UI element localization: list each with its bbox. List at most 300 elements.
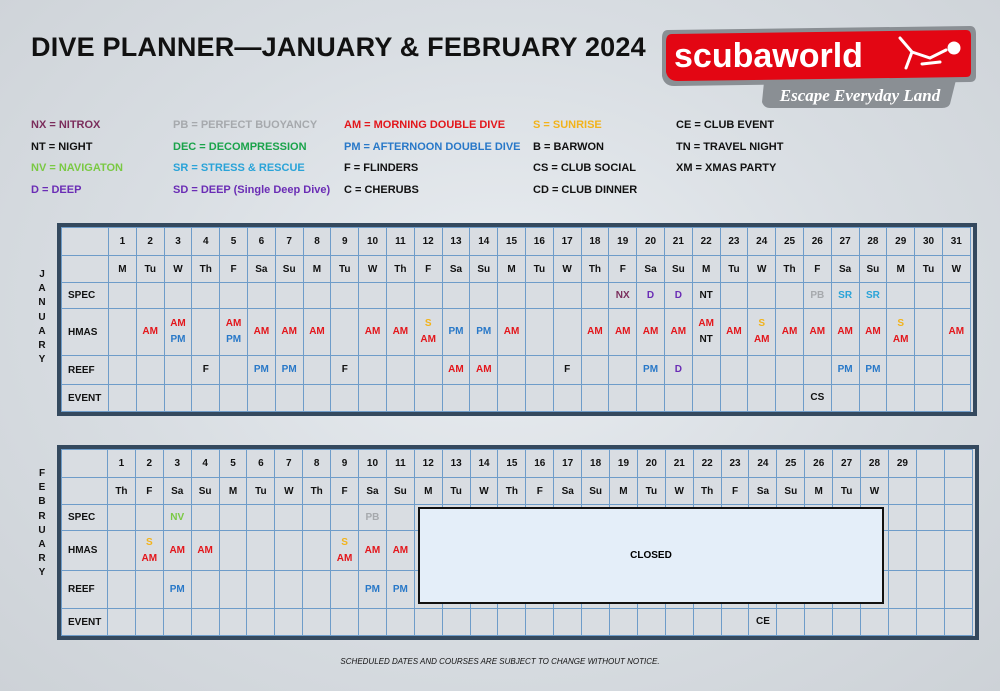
activity-code-am: AM <box>698 318 714 329</box>
legend-item-xm: XM = XMAS PARTY <box>676 162 777 174</box>
schedule-cell <box>442 609 470 636</box>
day-number-cell: 25 <box>776 228 804 256</box>
schedule-cell <box>247 309 275 356</box>
schedule-cell <box>220 356 248 385</box>
side-letter: R <box>38 510 46 522</box>
weekday-cell: Tu <box>637 478 665 505</box>
legend-item-dec: DEC = DECOMPRESSION <box>173 140 307 153</box>
weekday-cell: W <box>164 256 192 283</box>
schedule-cell <box>916 571 944 609</box>
activity-code-s: S <box>341 536 348 548</box>
schedule-cell <box>664 385 692 412</box>
schedule-cell <box>108 571 136 609</box>
activity-code-am: AM <box>364 544 381 556</box>
schedule-cell <box>386 309 414 356</box>
weekday-cell: Tu <box>525 256 553 283</box>
schedule-cell <box>163 531 191 571</box>
weekday-cell: Sa <box>554 478 582 505</box>
row-label-hmas: HMAS <box>62 309 109 356</box>
day-number-cell: 18 <box>582 450 610 478</box>
activity-code-s: S <box>897 318 905 329</box>
schedule-cell <box>163 609 191 636</box>
legend-item-nt: NT = NIGHT <box>31 140 93 153</box>
day-number-cell: 15 <box>498 228 526 256</box>
schedule-cell <box>303 505 331 531</box>
day-number-cell: 8 <box>303 228 331 256</box>
schedule-cell <box>553 385 581 412</box>
schedule-cell <box>498 283 526 309</box>
schedule-cell <box>359 609 387 636</box>
schedule-cell <box>275 609 303 636</box>
activity-code-nx: NX <box>615 289 630 301</box>
schedule-cell <box>498 385 526 412</box>
weekday-cell: F <box>609 256 637 283</box>
schedule-cell <box>470 356 498 385</box>
activity-code-s: S <box>424 318 432 329</box>
schedule-cell <box>192 385 220 412</box>
activity-code-sr: SR <box>838 289 853 301</box>
schedule-cell <box>637 356 665 385</box>
schedule-cell <box>247 609 275 636</box>
schedule-cell <box>303 609 331 636</box>
schedule-cell <box>944 609 972 636</box>
day-number-cell: 17 <box>553 228 581 256</box>
schedule-cell <box>275 385 303 412</box>
weekday-cell: W <box>553 256 581 283</box>
legend-item-am: AM = MORNING DOUBLE DIVE <box>344 119 506 131</box>
activity-code-am: AM <box>170 318 186 329</box>
schedule-cell <box>777 609 805 636</box>
weekday-cell: Th <box>386 256 414 283</box>
schedule-cell <box>331 609 359 636</box>
weekday-cell: Su <box>470 256 498 283</box>
schedule-cell <box>386 385 414 412</box>
row-label-spec: SPEC <box>62 283 109 309</box>
weekday-cell: Th <box>192 256 220 283</box>
weekday-cell: Su <box>386 478 414 505</box>
weekday-cell: Th <box>693 478 721 505</box>
weekday-cell: W <box>748 256 776 283</box>
schedule-cell <box>108 609 136 636</box>
side-letter: J <box>39 269 45 280</box>
schedule-cell <box>164 283 192 309</box>
activity-code-am: AM <box>614 326 631 337</box>
activity-code-f: F <box>202 364 209 375</box>
schedule-cell <box>831 356 859 385</box>
schedule-cell <box>749 609 777 636</box>
schedule-cell <box>887 283 915 309</box>
legend-item-sr: SR = STRESS & RESCUE <box>173 162 305 174</box>
schedule-cell <box>331 571 359 609</box>
legend-column <box>344 118 521 204</box>
activity-code-am: AM <box>587 326 603 337</box>
weekday-cell: M <box>610 478 638 505</box>
weekday-cell: Su <box>191 478 219 505</box>
schedule-cell <box>776 385 804 412</box>
activity-code-pm: PM <box>392 583 408 595</box>
day-number-cell: 27 <box>833 450 861 478</box>
logo-tagline-text: Escape Everyday Land <box>779 86 941 105</box>
day-number-cell: 23 <box>721 450 749 478</box>
day-number-cell: 2 <box>135 450 163 478</box>
schedule-cell <box>442 309 470 356</box>
weekday-cell: Th <box>581 256 609 283</box>
schedule-cell <box>831 385 859 412</box>
january-side-label <box>32 268 52 367</box>
schedule-cell <box>916 531 944 571</box>
weekday-cell: Su <box>582 478 610 505</box>
schedule-cell <box>135 609 163 636</box>
activity-code-am: AM <box>253 326 270 337</box>
schedule-cell <box>275 505 303 531</box>
weekday-cell: M <box>219 478 247 505</box>
weekday-cell: F <box>526 478 554 505</box>
activity-code-pm: PM <box>837 364 853 375</box>
weekday-cell: Su <box>777 478 805 505</box>
legend-item-d: D = DEEP <box>31 183 82 196</box>
row-label-hmas: HMAS <box>62 531 108 571</box>
schedule-cell <box>386 571 414 609</box>
header-blank <box>62 256 109 283</box>
activity-code-pm: PM <box>448 326 464 337</box>
activity-code-am: AM <box>448 364 464 375</box>
schedule-cell <box>776 309 804 356</box>
schedule-cell <box>220 385 248 412</box>
schedule-cell <box>136 385 164 412</box>
day-number-cell: 9 <box>331 228 359 256</box>
activity-code-am: AM <box>225 318 242 329</box>
legend-item-nv: NV = NAVIGATON <box>31 162 123 174</box>
schedule-cell <box>861 609 889 636</box>
activity-code-am: AM <box>281 326 297 337</box>
schedule-cell <box>831 283 859 309</box>
schedule-cell <box>359 571 387 609</box>
row-label-reef: REEF <box>62 571 108 609</box>
day-number-cell: 16 <box>525 228 553 256</box>
day-number-cell: 18 <box>581 228 609 256</box>
header-blank <box>62 478 108 505</box>
legend-item-pb: PB = PERFECT BUOYANCY <box>173 119 318 131</box>
schedule-cell <box>859 309 887 356</box>
logo-brand-text: scubaworld <box>674 37 863 75</box>
schedule-cell <box>247 505 275 531</box>
activity-code-cs: CS <box>810 392 825 403</box>
schedule-cell <box>331 505 359 531</box>
schedule-cell <box>944 505 972 531</box>
side-letter: U <box>38 524 46 536</box>
activity-code-nv: NV <box>170 511 185 523</box>
side-letter: B <box>38 496 46 508</box>
schedule-cell <box>247 356 275 385</box>
schedule-cell <box>525 283 553 309</box>
weekday-cell: Th <box>108 478 136 505</box>
schedule-cell <box>414 309 442 356</box>
schedule-cell <box>692 356 720 385</box>
schedule-cell <box>915 385 943 412</box>
side-letter: A <box>38 283 46 295</box>
schedule-cell <box>247 385 275 412</box>
schedule-cell <box>582 609 610 636</box>
schedule-cell <box>414 283 442 309</box>
schedule-cell <box>136 283 164 309</box>
day-number-cell: 10 <box>359 228 387 256</box>
schedule-cell <box>887 385 915 412</box>
schedule-cell <box>720 283 748 309</box>
day-number-cell: 25 <box>777 450 805 478</box>
side-letter: U <box>38 311 46 323</box>
activity-code-sr: SR <box>865 289 880 301</box>
schedule-cell <box>803 309 831 356</box>
activity-code-am: AM <box>892 334 909 345</box>
schedule-cell <box>916 505 944 531</box>
schedule-cell <box>748 385 776 412</box>
weekday-cell: Tu <box>720 256 748 283</box>
schedule-cell <box>359 309 387 356</box>
schedule-cell <box>803 385 831 412</box>
weekday-cell: Tu <box>833 478 861 505</box>
day-number-cell: 19 <box>609 228 637 256</box>
activity-code-am: AM <box>309 326 325 337</box>
schedule-cell <box>163 505 191 531</box>
activity-code-pm: PM <box>865 364 881 375</box>
schedule-cell <box>803 283 831 309</box>
weekday-cell: W <box>470 478 498 505</box>
schedule-cell <box>192 356 220 385</box>
weekday-cell: Su <box>275 256 303 283</box>
day-number-cell: 29 <box>888 450 916 478</box>
weekday-cell: M <box>887 256 915 283</box>
weekday-cell: Th <box>498 478 526 505</box>
legend-column <box>31 118 123 204</box>
day-number-cell: 14 <box>470 228 498 256</box>
day-number-cell: 20 <box>637 228 665 256</box>
weekday-cell: W <box>359 256 387 283</box>
schedule-cell <box>331 283 359 309</box>
schedule-cell <box>665 609 693 636</box>
schedule-cell <box>192 309 220 356</box>
february-side-label <box>32 467 52 581</box>
day-number-cell: 3 <box>164 228 192 256</box>
schedule-cell <box>386 283 414 309</box>
schedule-cell <box>191 531 219 571</box>
schedule-cell <box>581 356 609 385</box>
schedule-cell <box>553 356 581 385</box>
row-label-spec: SPEC <box>62 505 108 531</box>
side-letter: F <box>38 468 46 479</box>
schedule-cell <box>220 309 248 356</box>
activity-code-am: AM <box>169 544 185 556</box>
side-letter: R <box>38 339 46 351</box>
schedule-cell <box>191 505 219 531</box>
day-number-cell: 7 <box>275 228 303 256</box>
schedule-cell <box>331 531 359 571</box>
side-letter: N <box>38 297 46 309</box>
day-number-cell: 10 <box>359 450 387 478</box>
weekday-cell: F <box>721 478 749 505</box>
day-number-cell <box>916 450 944 478</box>
schedule-cell <box>721 609 749 636</box>
schedule-cell <box>108 505 136 531</box>
legend-item-ce: CE = CLUB EVENT <box>676 119 775 131</box>
schedule-cell <box>859 283 887 309</box>
activity-code-am: AM <box>781 326 798 337</box>
row-label-reef: REEF <box>62 356 109 385</box>
weekday-cell: Tu <box>247 478 275 505</box>
day-number-cell: 26 <box>805 450 833 478</box>
schedule-cell <box>414 356 442 385</box>
schedule-cell <box>275 309 303 356</box>
activity-code-s: S <box>146 536 153 548</box>
schedule-cell <box>442 385 470 412</box>
activity-code-am: AM <box>809 326 826 337</box>
activity-code-pm: PM <box>643 364 659 375</box>
day-number-cell: 22 <box>693 450 721 478</box>
schedule-cell <box>664 356 692 385</box>
schedule-cell <box>303 531 331 571</box>
side-letter: Y <box>38 354 46 366</box>
weekday-cell: M <box>498 256 526 283</box>
legend-item-tn: TN = TRAVEL NIGHT <box>676 140 784 153</box>
schedule-cell <box>637 385 665 412</box>
february-closed-block <box>418 507 884 604</box>
schedule-cell <box>498 356 526 385</box>
schedule-cell <box>720 309 748 356</box>
legend-item-sd: SD = DEEP (Single Deep Dive) <box>173 183 331 196</box>
schedule-cell <box>942 309 970 356</box>
day-number-cell: 26 <box>803 228 831 256</box>
schedule-cell <box>191 571 219 609</box>
schedule-cell <box>693 609 721 636</box>
schedule-cell <box>609 283 637 309</box>
schedule-cell <box>414 609 442 636</box>
day-number-cell: 1 <box>109 228 137 256</box>
legend-item-c: C = CHERUBS <box>344 183 419 196</box>
day-number-cell: 24 <box>749 450 777 478</box>
activity-code-am: AM <box>141 552 158 564</box>
weekday-cell: F <box>414 256 442 283</box>
day-number-cell: 27 <box>831 228 859 256</box>
schedule-cell <box>525 356 553 385</box>
weekday-cell: Sa <box>831 256 859 283</box>
activity-code-am: AM <box>197 544 213 556</box>
schedule-cell <box>942 283 970 309</box>
schedule-cell <box>219 531 247 571</box>
legend-item-f: F = FLINDERS <box>344 162 419 174</box>
schedule-cell <box>805 609 833 636</box>
row-label-event: EVENT <box>62 385 109 412</box>
day-number-cell: 1 <box>108 450 136 478</box>
day-number-cell: 31 <box>942 228 970 256</box>
schedule-cell <box>192 283 220 309</box>
weekday-cell: Su <box>859 256 887 283</box>
weekday-cell: M <box>109 256 137 283</box>
schedule-cell <box>109 309 137 356</box>
weekday-cell: Sa <box>163 478 191 505</box>
schedule-cell <box>664 283 692 309</box>
day-number-cell: 13 <box>442 228 470 256</box>
activity-code-am: AM <box>948 326 965 337</box>
schedule-cell <box>526 609 554 636</box>
activity-code-nt: NT <box>699 289 713 301</box>
schedule-cell <box>610 609 638 636</box>
schedule-cell <box>359 505 387 531</box>
activity-code-am: AM <box>475 364 492 375</box>
activity-code-d: D <box>674 289 682 301</box>
schedule-cell <box>219 505 247 531</box>
schedule-cell <box>470 283 498 309</box>
header-blank <box>62 228 109 256</box>
schedule-cell <box>498 309 526 356</box>
activity-code-d: D <box>674 364 682 375</box>
weekday-cell: M <box>414 478 442 505</box>
schedule-cell <box>581 309 609 356</box>
schedule-cell <box>692 385 720 412</box>
activity-code-pm: PM <box>169 583 185 595</box>
legend-item-cd: CD = CLUB DINNER <box>533 183 638 196</box>
schedule-cell <box>164 356 192 385</box>
activity-code-s: S <box>758 318 766 329</box>
day-number-cell: 9 <box>331 450 359 478</box>
schedule-cell <box>386 609 414 636</box>
activity-code-ce: CE <box>755 616 770 627</box>
activity-code-am: AM <box>392 326 409 337</box>
side-letter: A <box>38 538 46 550</box>
schedule-cell <box>609 356 637 385</box>
schedule-cell <box>944 571 972 609</box>
schedule-cell <box>888 571 916 609</box>
activity-code-am: AM <box>753 334 770 345</box>
header-blank <box>62 450 108 478</box>
legend-item-s: S = SUNRISE <box>533 119 602 131</box>
day-number-cell: 24 <box>748 228 776 256</box>
day-number-cell: 14 <box>470 450 498 478</box>
activity-code-pm: PM <box>170 334 186 345</box>
schedule-cell <box>136 309 164 356</box>
activity-code-f: F <box>341 364 348 375</box>
activity-code-pm: PM <box>253 364 269 375</box>
schedule-cell <box>303 356 331 385</box>
schedule-cell <box>748 283 776 309</box>
weekday-cell: W <box>942 256 970 283</box>
schedule-cell <box>386 531 414 571</box>
activity-code-am: AM <box>865 326 881 337</box>
side-letter: E <box>38 482 46 494</box>
schedule-cell <box>331 356 359 385</box>
weekday-cell <box>944 478 972 505</box>
activity-code-nt: NT <box>699 334 713 345</box>
day-number-cell: 12 <box>414 450 442 478</box>
schedule-cell <box>664 309 692 356</box>
schedule-cell <box>219 609 247 636</box>
day-number-cell: 19 <box>610 450 638 478</box>
day-number-cell: 21 <box>665 450 693 478</box>
schedule-cell <box>887 356 915 385</box>
schedule-cell <box>637 309 665 356</box>
activity-code-pm: PM <box>226 334 242 345</box>
day-number-cell: 7 <box>275 450 303 478</box>
schedule-cell <box>470 385 498 412</box>
legend-item-nx: NX = NITROX <box>31 119 101 131</box>
schedule-cell <box>748 356 776 385</box>
weekday-cell: Sa <box>442 256 470 283</box>
schedule-cell <box>109 283 137 309</box>
schedule-cell <box>692 283 720 309</box>
day-number-cell: 22 <box>692 228 720 256</box>
side-letter: R <box>38 553 46 565</box>
schedule-cell <box>247 571 275 609</box>
schedule-cell <box>303 283 331 309</box>
schedule-cell <box>275 356 303 385</box>
